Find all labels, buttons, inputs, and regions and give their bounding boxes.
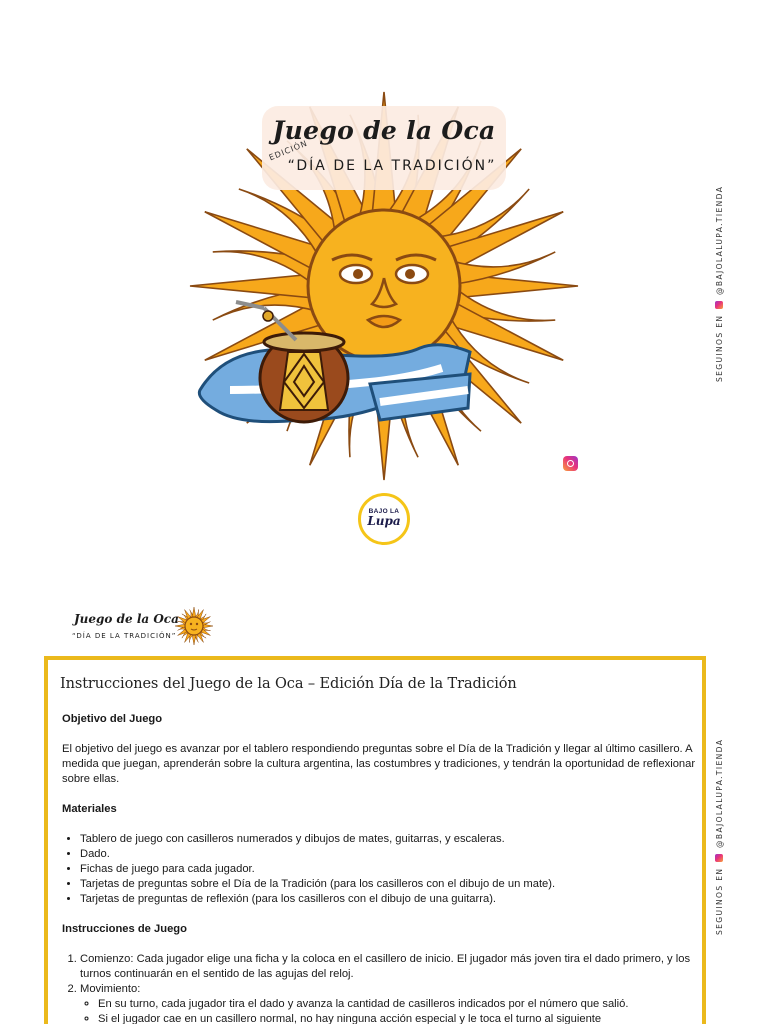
instagram-icon	[563, 456, 578, 471]
instructions-panel	[44, 656, 706, 1024]
instructions-body	[62, 712, 698, 1024]
materials-list	[62, 832, 698, 907]
follow-handle: @BAJOLALUPA.TIENDA	[715, 738, 724, 848]
side-follow-text-bottom	[713, 735, 727, 935]
rules-list	[62, 952, 698, 1024]
list-item: • Tarjetas de preguntas de reflexión (para los casilleros con el dibujo de una guitarra).	[80, 892, 698, 907]
instagram-icon	[715, 854, 723, 862]
list-item: ◦ Si el jugador cae en un casillero normal, no hay ninguna acción especial y le toca el turno al siguiente	[98, 1012, 698, 1024]
cover-subtitle: “DÍA DE LA TRADICIÓN”	[287, 158, 497, 174]
list-item: ◦ En su turno, cada jugador tira el dado y avanza la cantidad de casilleros indicados por el número que salió.	[98, 997, 698, 1012]
mini-header-logo	[66, 606, 216, 646]
cover-title: Juego de la Oca	[272, 116, 496, 145]
follow-prefix: SEGUINOS EN	[715, 867, 724, 935]
objective-heading: Objetivo del Juego	[62, 713, 163, 725]
logo-top-text: BAJO LA	[368, 508, 400, 515]
cover-title-plaque	[262, 106, 506, 190]
list-item: • Tarjetas de preguntas sobre el Día de la Tradición (para los casilleros con el dibujo de un mate).	[80, 877, 698, 892]
mini-subtitle: “DÍA DE LA TRADICIÓN”	[72, 632, 177, 640]
list-item: • Fichas de juego para cada jugador.	[80, 862, 698, 877]
movement-sublist	[80, 997, 698, 1024]
step-label: Movimiento:	[80, 983, 141, 995]
mini-title: Juego de la Oca	[74, 612, 179, 626]
list-item: • Dado.	[80, 847, 698, 862]
instagram-icon	[715, 301, 723, 309]
rules-heading: Instrucciones de Juego	[62, 923, 187, 935]
materials-heading: Materiales	[62, 803, 117, 815]
follow-prefix: SEGUINOS EN	[715, 314, 724, 382]
objective-text: El objetivo del juego es avanzar por el tablero respondiendo preguntas sobre el Día de la Tradición y llegar al último casillero. A medida que juegan, aprenderán sobre la cultura argentina, las costumbres y tradiciones, y tendrán la oportunidad de reflexionar sobre ellas.	[62, 743, 696, 785]
list-item	[80, 982, 698, 1024]
side-follow-text-top	[713, 182, 727, 382]
list-item: 1. Comienzo: Cada jugador elige una ficha y la coloca en el casillero de inicio. El jugador más joven tira el dado primero, y los turnos continuarán en el sentido de las agujas del reloj.	[80, 952, 698, 982]
mini-sun-icon	[174, 606, 214, 646]
follow-handle: @BAJOLALUPA.TIENDA	[715, 185, 724, 295]
brand-logo	[358, 493, 410, 545]
logo-main-text: Lupa	[367, 514, 401, 528]
list-item: • Tablero de juego con casilleros numerados y dibujos de mates, guitarras, y escaleras.	[80, 832, 698, 847]
instructions-title: Instrucciones del Juego de la Oca – Edición Día de la Tradición	[60, 676, 517, 692]
edition-label: EDICIÓN	[267, 138, 310, 163]
sun-ray	[190, 274, 314, 298]
